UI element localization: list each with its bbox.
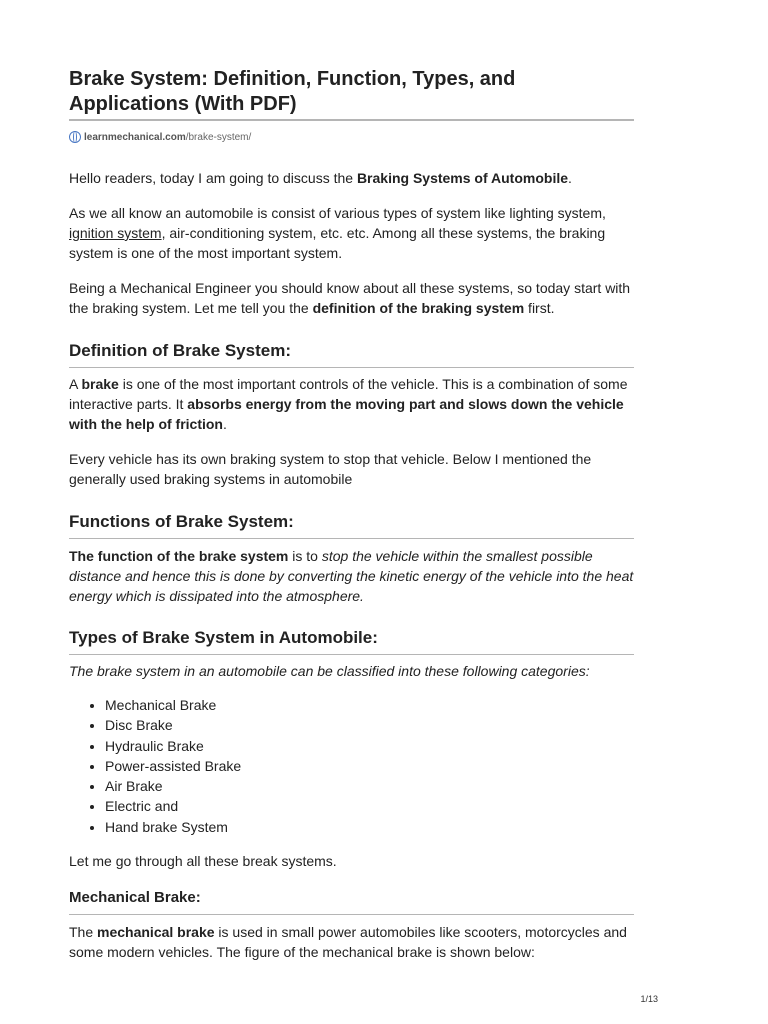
bold-text: brake <box>81 376 119 392</box>
source-url[interactable] <box>69 131 251 143</box>
italic-text: The brake system in an automobile can be classified into these following categories: <box>69 663 590 679</box>
intro-paragraph-1 <box>69 168 634 188</box>
list-item: • Mechanical Brake <box>105 695 241 715</box>
definition-paragraph-1 <box>69 374 634 434</box>
intro-paragraph-2 <box>69 203 634 263</box>
text: is used in small power automobiles like scooters, motorcycles and some modern vehicles. The figure of the mechanical brake is shown below: <box>69 924 627 960</box>
text: Being a Mechanical Engineer you should know about all these systems, so today start with the braking system. Let me tell you the <box>69 280 631 316</box>
types-intro <box>69 661 634 681</box>
globe-icon <box>69 131 81 143</box>
heading-functions: Functions of Brake System: <box>69 511 634 539</box>
list-item: • Electric and <box>105 796 241 816</box>
text: A <box>69 376 82 392</box>
text: . <box>568 170 572 186</box>
text: . <box>223 416 227 432</box>
intro-paragraph-3 <box>69 278 634 318</box>
source-domain: learnmechanical.com <box>84 131 186 143</box>
bold-text: absorbs energy from the moving part and slows down the vehicle with the help of friction <box>69 396 624 432</box>
text: is one of the most important controls of the vehicle. This is a combination of some interactive parts. It <box>69 376 628 412</box>
italic-text: stop the vehicle within the smallest possible distance and hence this is done by converting the kinetic energy of the vehicle into the heat energy which is dissipated into the atmosphere. <box>69 548 634 604</box>
brake-types-list <box>69 695 241 837</box>
heading-types: Types of Brake System in Automobile: <box>69 627 634 655</box>
ignition-system-link[interactable]: ignition system <box>69 225 162 241</box>
bold-text: The function of the brake system <box>69 548 289 564</box>
page-number: 1/13 <box>640 994 658 1004</box>
page-title: Brake System: Definition, Function, Types, and Applications (With PDF) <box>69 67 634 121</box>
text: is to <box>288 548 322 564</box>
list-item: • Air Brake <box>105 776 241 796</box>
text: first. <box>524 300 555 316</box>
bold-text: mechanical brake <box>97 924 215 940</box>
list-item: • Disc Brake <box>105 715 241 735</box>
bold-text: Braking Systems of Automobile <box>356 170 569 186</box>
mechanical-paragraph <box>69 922 634 962</box>
source-path: /brake-system/ <box>185 131 252 143</box>
heading-mechanical-brake: Mechanical Brake: <box>69 888 634 915</box>
list-item: • Hydraulic Brake <box>105 736 241 756</box>
text: The <box>69 924 98 940</box>
functions-paragraph <box>69 546 634 606</box>
text: , air-conditioning system, etc. etc. Among all these systems, the braking system is one of the most important system. <box>69 225 606 261</box>
definition-paragraph-2: Every vehicle has its own braking system to stop that vehicle. Below I mentioned the generally used braking systems in automobile <box>69 451 592 487</box>
text: As we all know an automobile is consist of various types of system like lighting system, <box>69 205 606 221</box>
bold-text: definition of the braking system <box>312 300 525 316</box>
types-outro: Let me go through all these break systems. <box>69 853 337 869</box>
list-item: • Hand brake System <box>105 817 241 837</box>
list-item: • Power-assisted Brake <box>105 756 241 776</box>
heading-definition: Definition of Brake System: <box>69 340 634 368</box>
text: Hello readers, today I am going to discuss the <box>69 170 357 186</box>
